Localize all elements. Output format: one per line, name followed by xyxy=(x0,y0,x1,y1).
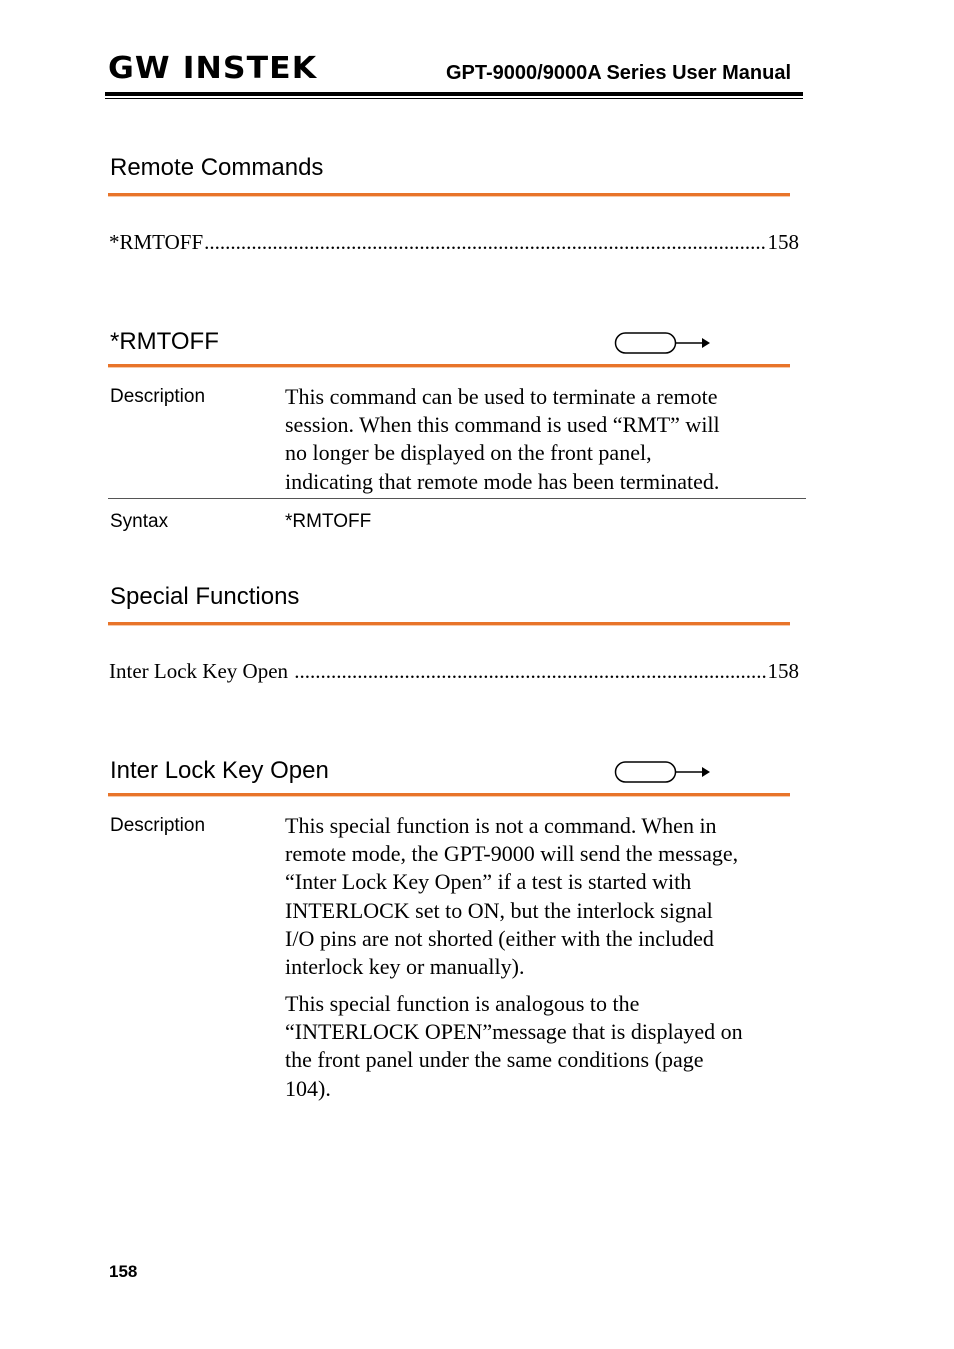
text-line: indicating that remote mode has been terminated. xyxy=(285,468,720,494)
description-text xyxy=(285,383,805,496)
page-number: 158 xyxy=(109,1262,138,1281)
toc-label: *RMTOFF xyxy=(109,230,204,254)
description-label: Description xyxy=(110,386,206,407)
text-line: “Inter Lock Key Open” if a test is started with xyxy=(285,869,692,895)
text-line: the front panel under the same conditions (page xyxy=(285,1047,704,1073)
section-title-remote-commands: Remote Commands xyxy=(110,154,324,181)
section-title-inter-lock: Inter Lock Key Open xyxy=(110,757,329,784)
text-line: “INTERLOCK OPEN”message that is displayed on xyxy=(285,1019,743,1045)
text-line: INTERLOCK set to ON, but the interlock signal xyxy=(285,897,713,923)
description-para-2 xyxy=(285,990,805,1103)
toc-leader-dots xyxy=(204,229,766,255)
text-line: 104). xyxy=(285,1075,331,1101)
section-underline xyxy=(108,793,790,796)
brand-logo: GW INSTEK xyxy=(108,51,318,86)
section-title-rmtoff: *RMTOFF xyxy=(110,328,219,355)
header-rule xyxy=(105,92,803,96)
text-line: I/O pins are not shorted (either with the included xyxy=(285,925,714,951)
toc-leader-dots xyxy=(294,658,766,684)
syntax-value: *RMTOFF xyxy=(285,511,372,532)
section-title-special-functions: Special Functions xyxy=(110,583,300,610)
text-line: session. When this command is used “RMT” will xyxy=(285,412,720,438)
text-line: This special function is not a command. When in xyxy=(285,813,717,838)
section-underline xyxy=(108,364,790,367)
section-underline xyxy=(108,193,790,196)
text-line: This special function is analogous to the xyxy=(285,991,640,1016)
toc-page: 158 xyxy=(767,230,799,254)
text-line: This command can be used to terminate a remote xyxy=(285,384,718,409)
query-set-arrow-icon xyxy=(614,331,714,355)
manual-title: GPT-9000/9000A Series User Manual xyxy=(446,62,791,84)
toc-entry-inter-lock[interactable] xyxy=(109,658,799,684)
toc-label: Inter Lock Key Open xyxy=(109,659,294,683)
row-divider xyxy=(108,498,806,499)
toc-entry-rmtoff[interactable] xyxy=(109,229,799,255)
query-set-arrow-icon xyxy=(614,760,714,784)
text-line: remote mode, the GPT-9000 will send the message, xyxy=(285,841,739,867)
header-rule-thin xyxy=(105,98,803,99)
toc-page: 158 xyxy=(767,659,799,683)
description-para-1 xyxy=(285,812,805,981)
syntax-label: Syntax xyxy=(110,511,169,532)
section-underline xyxy=(108,622,790,625)
text-line: interlock key or manually). xyxy=(285,954,525,980)
text-line: no longer be displayed on the front panel, xyxy=(285,440,652,466)
description-label: Description xyxy=(110,815,206,836)
